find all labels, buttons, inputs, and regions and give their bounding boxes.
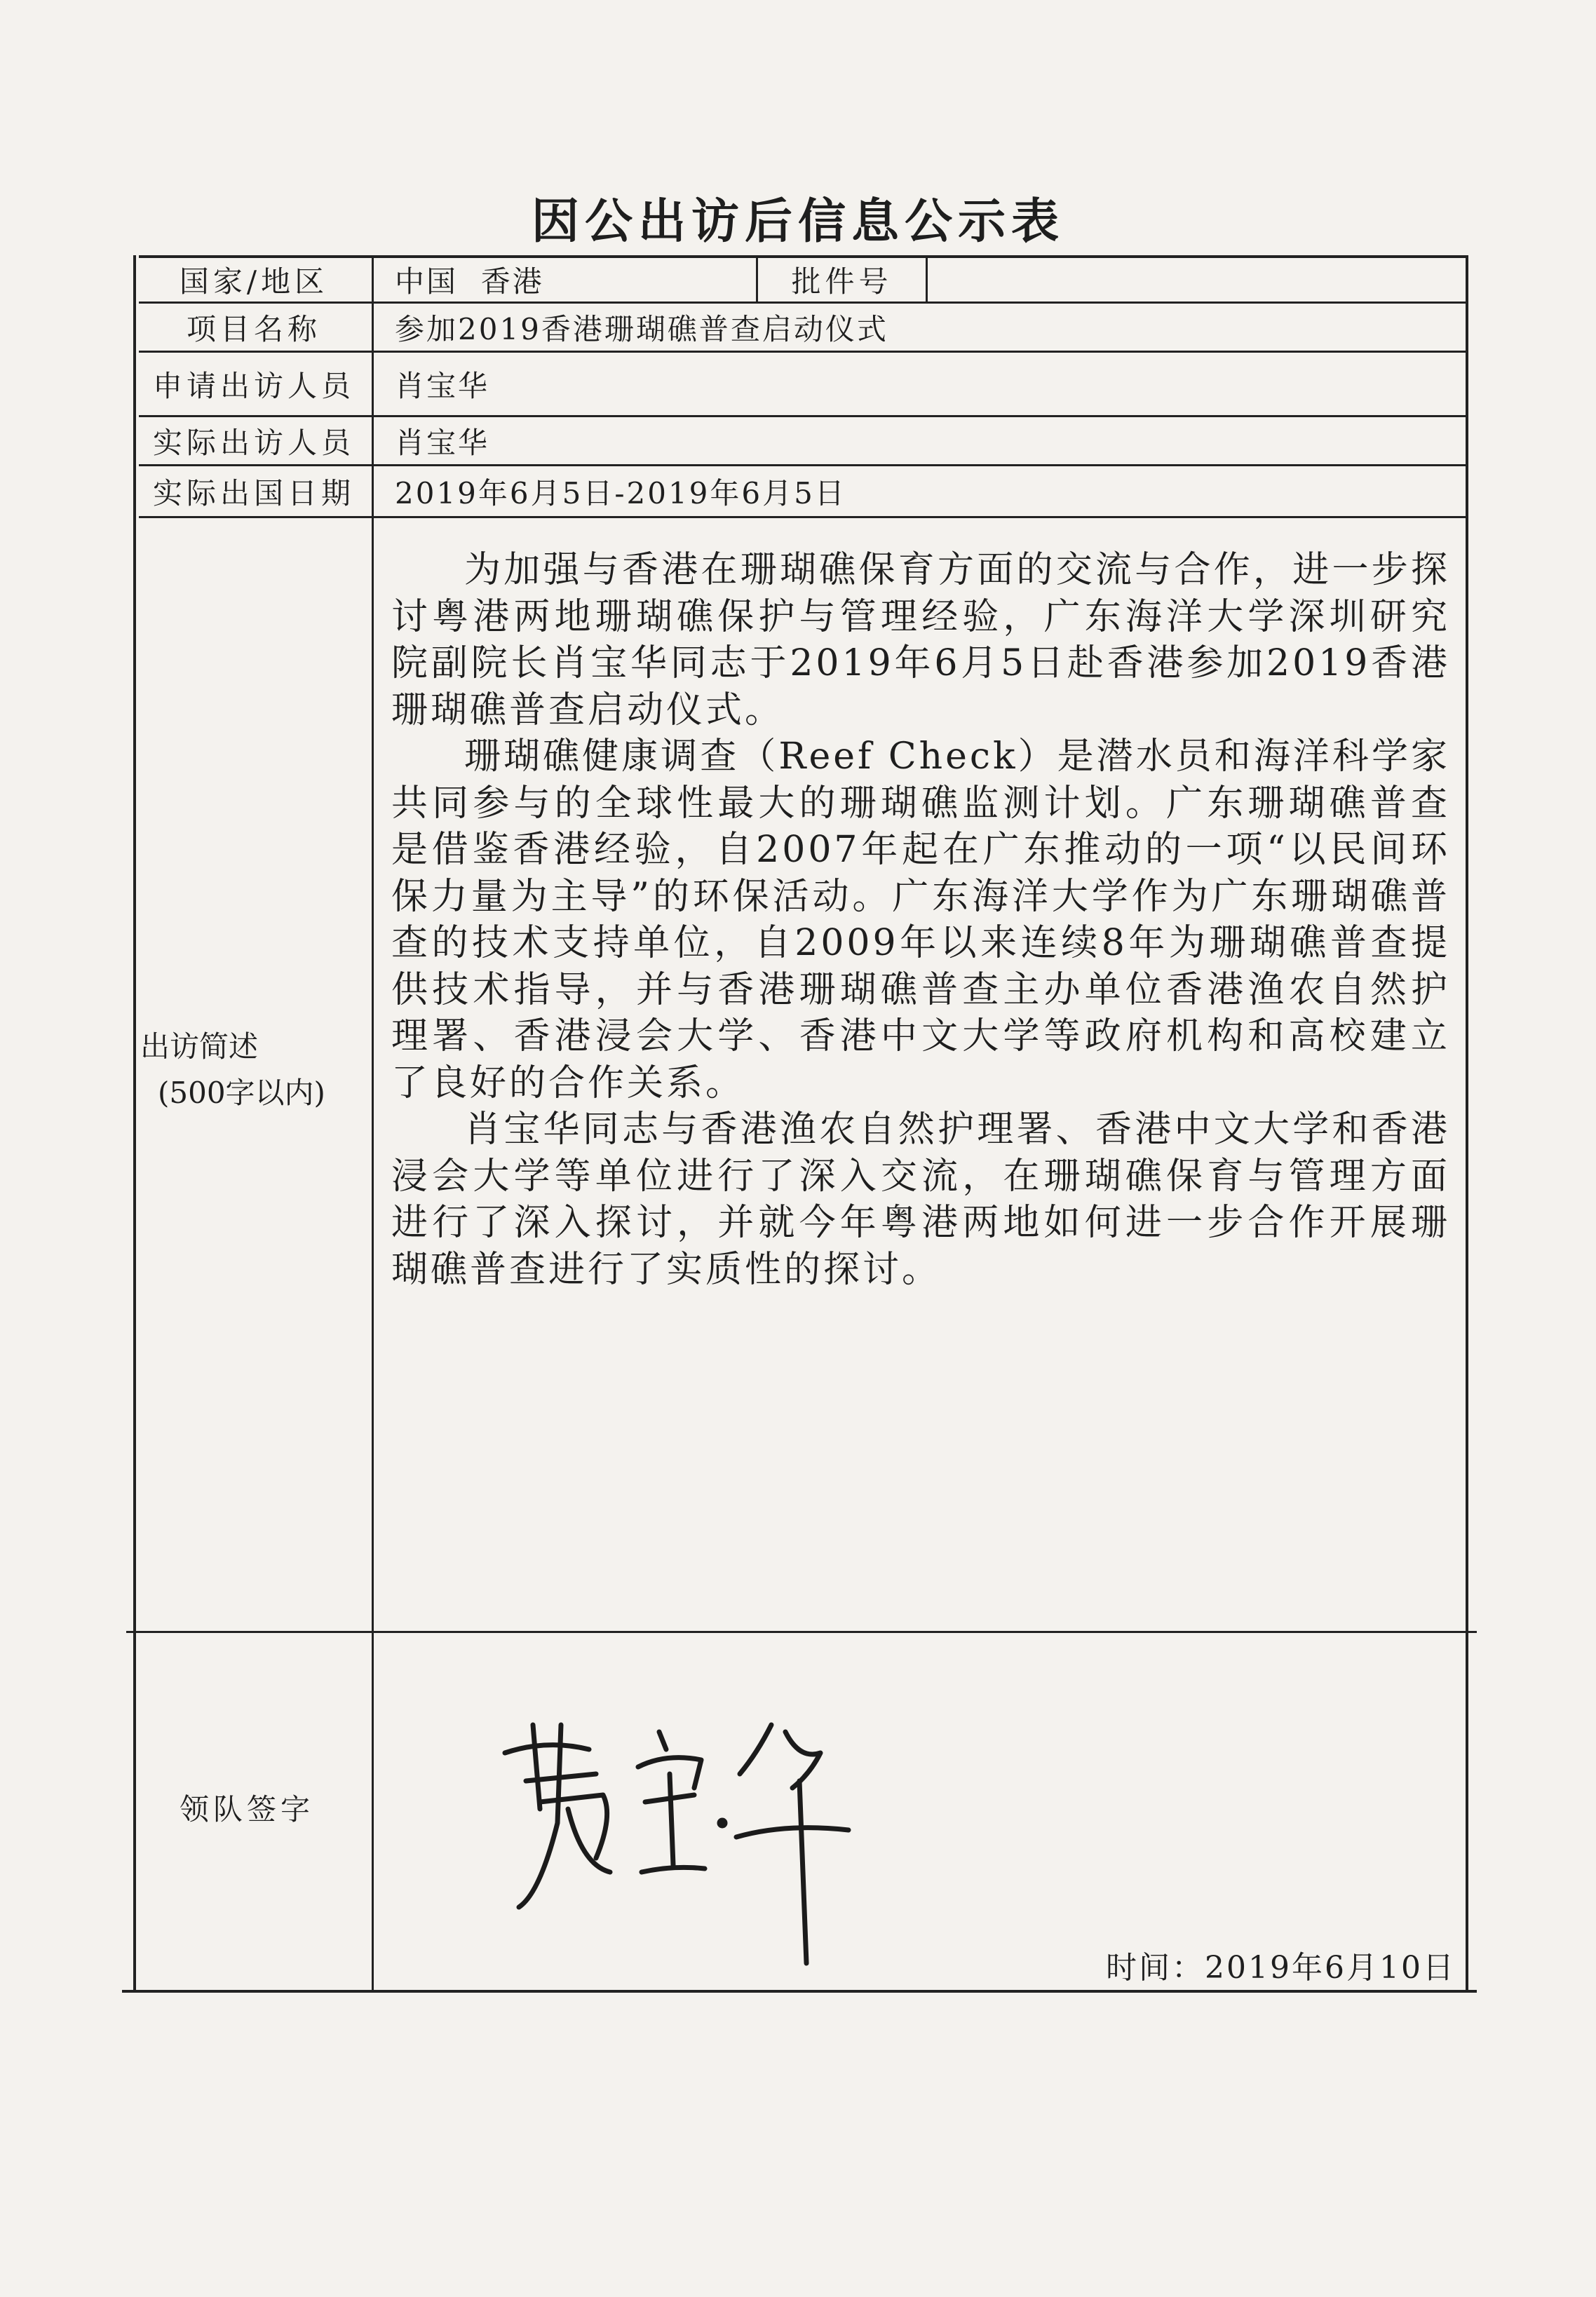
summary-paragraph: 珊瑚礁健康调查（Reef Check）是潜水员和海洋科学家共同参与的全球性最大的珊瑚礁监测计划。广东珊瑚礁普查是借鉴香港经验，自2007年起在广东推动的一项“以民间环保力量为主导”的环保活动。广东海洋大学作为广东珊瑚礁普查的技术支持单位，自2009年以来连续8年为珊瑚礁普查提供技术指导，并与香港珊瑚礁普查主办单位香港渔农自然护理署、香港浸会大学、香港中文大学等政府机构和高校建立了良好的合作关系。 — [391, 736, 1450, 1104]
summary-text — [391, 547, 1450, 1293]
row-divider — [126, 1631, 1477, 1633]
travel-dates-value: 2019年6月5日-2019年6月5日 — [395, 475, 846, 510]
project-value: 参加2019香港珊瑚礁普查启动仪式 — [395, 311, 888, 346]
summary-paragraph: 为加强与香港在珊瑚礁保育方面的交流与合作，进一步探讨粤港两地珊瑚礁保护与管理经验，广东海洋大学深圳研究院副院长肖宝华同志于2019年6月5日赴香港参加2019香港珊瑚礁普查启动仪式。 — [391, 549, 1450, 731]
country-label: 国家/地区 — [179, 264, 329, 299]
summary-label-line1: 出访简述 — [140, 1029, 259, 1064]
page-title: 因公出访后信息公示表 — [531, 194, 1064, 250]
approval-number-value — [928, 257, 1466, 301]
actual-visitors-label: 实际出访人员 — [152, 425, 355, 460]
summary-label-line2: (500字以内) — [158, 1076, 325, 1110]
table-right-border — [1466, 255, 1468, 1991]
handwritten-signature — [491, 1683, 856, 1977]
summary-paragraph: 肖宝华同志与香港渔农自然护理署、香港中文大学和香港浸会大学等单位进行了深入交流，在珊瑚礁保育与管理方面进行了深入探讨，并就今年粤港两地如何进一步合作开展珊瑚礁普查进行了实质性的探讨。 — [391, 1109, 1450, 1291]
travel-dates-label: 实际出国日期 — [152, 475, 355, 510]
applicants-label: 申请出访人员 — [152, 368, 355, 403]
applicants-value: 肖宝华 — [395, 368, 490, 403]
approval-number-label: 批件号 — [791, 264, 893, 299]
leader-signature-label: 领队签字 — [180, 1792, 315, 1827]
project-label: 项目名称 — [186, 311, 321, 346]
table-bottom-border — [122, 1990, 1477, 1993]
summary-label — [140, 1024, 386, 1116]
country-value: 中国 香港 — [395, 264, 544, 299]
row-divider — [139, 516, 1468, 518]
actual-visitors-value: 肖宝华 — [395, 425, 490, 460]
signature-date: 时间：2019年6月10日 — [1106, 1950, 1456, 1986]
